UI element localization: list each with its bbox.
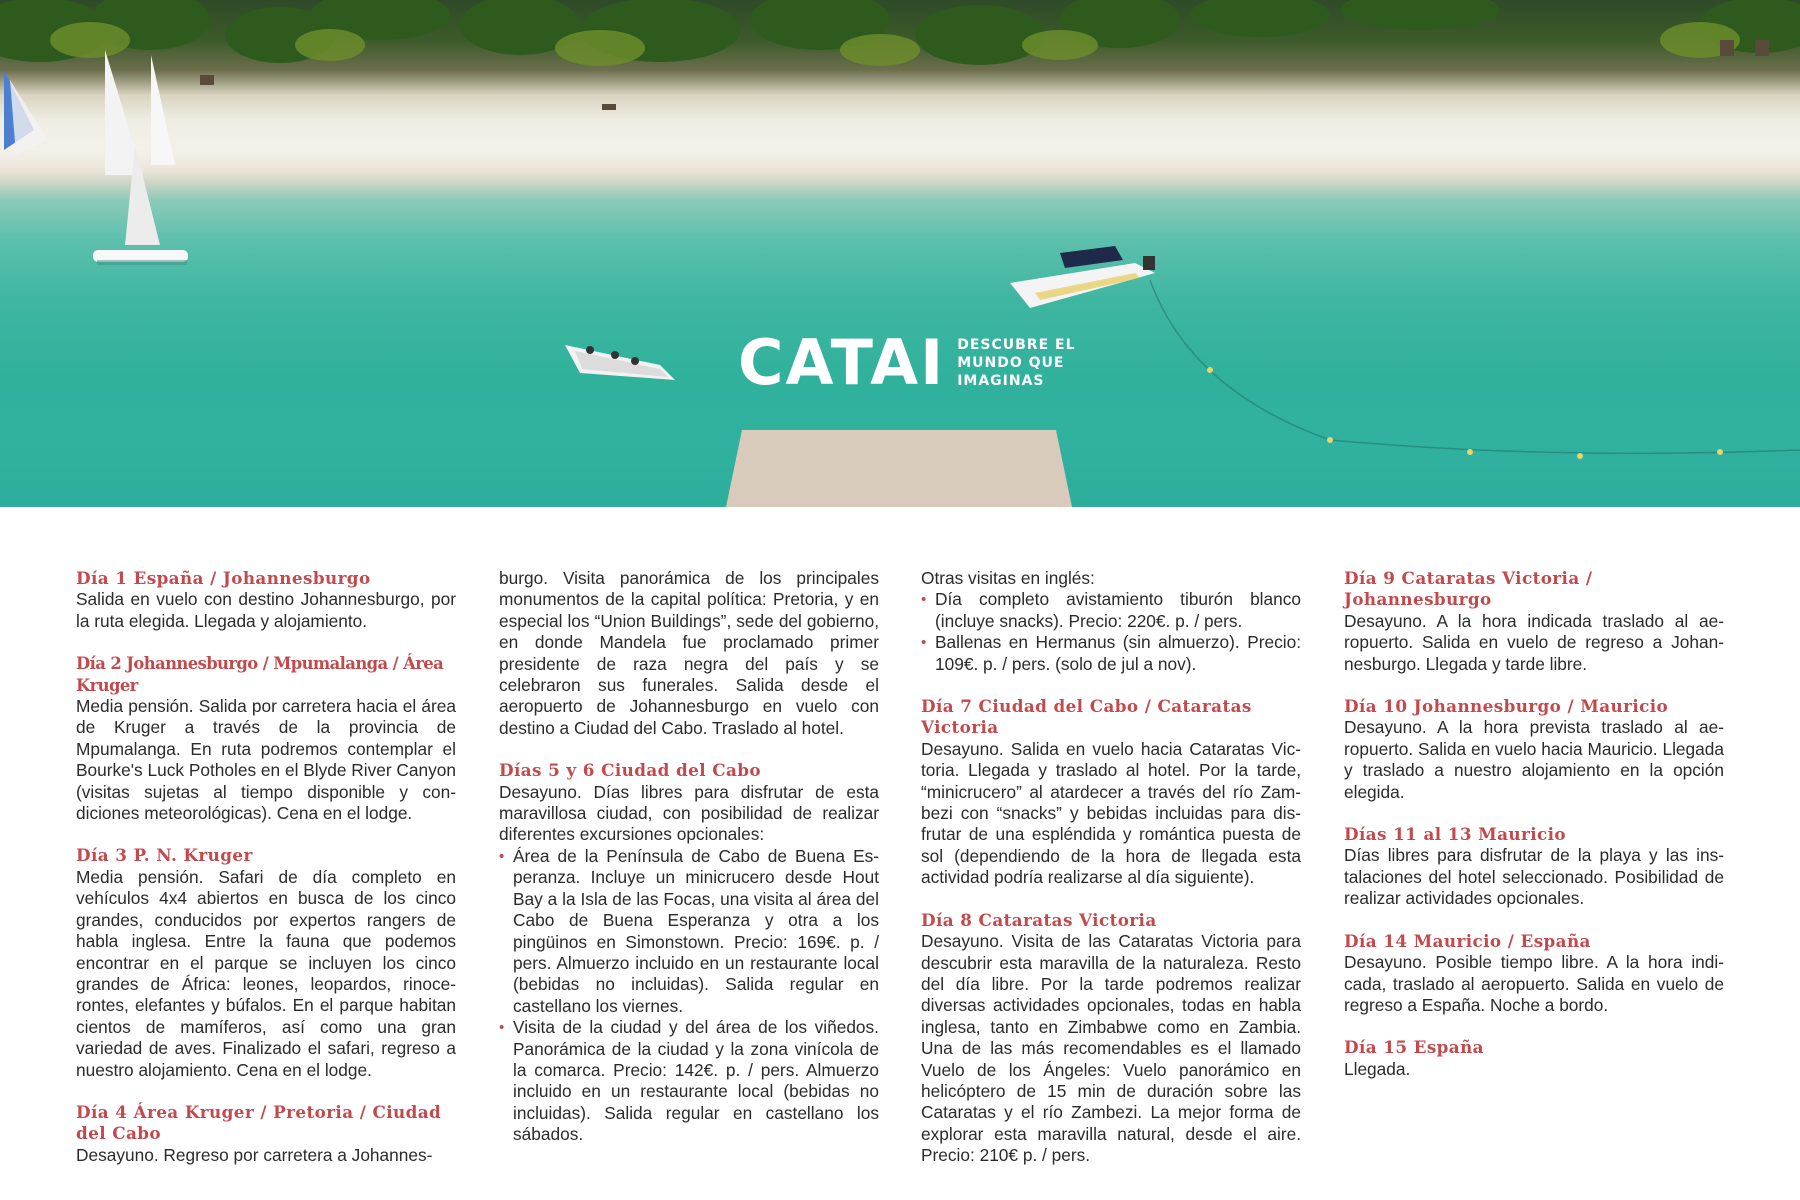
day-text: Desayuno. A la hora prevista traslado al aeropuerto. Salida en vuelo hacia Mauricio. Llegada y traslado a nuestro alojamiento en la opción elegida. (1344, 717, 1724, 802)
tagline-line-1: DESCUBRE EL (957, 337, 1076, 353)
day-title: Día 2 Johannesburgo / Mpumalanga / Área Kruger (76, 654, 444, 695)
day-1 (76, 568, 456, 632)
day-text: Media pensión. Salida por carretera hacia el área de Kruger a través de la provincia de Mpumalanga. En ruta podremos contemplar el Bourke's Luck Potholes en el Blyde River Canyon (visitas sujetas al tiempo disponible y condiciones meteorológicas). Cena en el lodge. (76, 696, 456, 824)
day-title: Día 9 Cataratas Victoria / Johannesburgo (1344, 568, 1593, 610)
day-title: Día 10 Johannesburgo / Mauricio (1344, 696, 1669, 717)
logo-tagline (957, 336, 1075, 390)
day-text: Media pensión. Safari de día completo en vehículos 4x4 abiertos en busca de los cinco grandes, conducidos por expertos rangers de habla inglesa. Entre la fauna que podemos encontrar en el parque se incluyen los cinco grandes de África: leones, leopardos, rinocerontes, elefantes y búfalos. En el parque habitan cientos de mamíferos, así como una gran variedad de aves. Finalizado el safari, regreso a nuestro alojamiento. Cena en el lodge. (76, 866, 456, 1080)
day-title: Días 5 y 6 Ciudad del Cabo (499, 760, 762, 781)
day-7 (921, 696, 1301, 889)
day-text: Desayuno. Posible tiempo libre. A la hora indicada, traslado al aeropuerto. Salida en vuelo de regreso a España. Noche a bordo. (1344, 952, 1724, 1015)
catai-logo (738, 326, 1076, 399)
day-2 (76, 653, 456, 824)
list-item: • Área de la Península de Cabo de Buena Esperanza. Incluye un minicrucero desde Hout Bay a la Isla de las Focas, una visita al área del Cabo de Buena Esperanza y otra a los pingüinos en Simonstown. Precio: 169€. p. / pers. Almuerzo incluido en un restaurante local (bebidas no incluidas). Salida regular en castellano los viernes. (499, 846, 879, 1017)
sailboat-illustration (85, 45, 195, 285)
day-11-13 (1344, 824, 1724, 910)
tagline-line-3: IMAGINAS (957, 373, 1045, 389)
tagline-line-2: MUNDO QUE (957, 355, 1065, 371)
itinerary-column-4 (1344, 568, 1724, 1101)
day-title: Día 1 España / Johannesburgo (76, 568, 371, 588)
small-boat-illustration (560, 325, 680, 395)
other-visits (921, 568, 1301, 675)
day-title: Día 7 Ciudad del Cabo / Cataratas Victoria (921, 696, 1252, 738)
itinerary-column-3 (921, 568, 1301, 1188)
itinerary-column-2 (499, 568, 879, 1167)
day-text: Desayuno. Días libres para disfrutar de esta maravillosa ciudad, con posibilidad de realizar diferentes excursiones opcionales: (499, 781, 879, 845)
day-text: Días libres para disfrutar de la playa y las instalaciones del hotel seleccionado. Posibilidad de realizar actividades opcionales. (1344, 845, 1724, 909)
list-item: • Ballenas en Hermanus (sin almuerzo). Precio: 109€. p. / pers. (solo de jul a nov). (921, 632, 1301, 675)
day-title: Día 15 España (1344, 1037, 1484, 1058)
day-3 (76, 845, 456, 1080)
day-5-6 (499, 760, 879, 1145)
decorative-tab (726, 430, 1072, 507)
day-title: Día 3 P. N. Kruger (76, 845, 253, 866)
day-15 (1344, 1037, 1724, 1080)
day-text: Llegada. (1344, 1058, 1411, 1079)
day-8 (921, 910, 1301, 1167)
day-text: Salida en vuelo con destino Johannesburgo, por la ruta elegida. Llegada y alojamiento. (76, 589, 456, 631)
excursion-list (499, 846, 879, 1146)
day-text: Desayuno. Visita de las Cataratas Victoria para descubrir esta maravilla de la naturaleza. Resto del día libre. Por la tarde podremos realizar diversas actividades opcionales, todas en habla inglesa, tanto en Zimbabwe como en Zambia. Una de las más recomendables es el llamado Vuelo de los Ángeles: Vuelo panorámico en helicóptero de 15 min de duración sobre las Cataratas y el río Zambezi. La mejor forma de explorar esta maravilla natural, desde el aire. Precio: 210€ p. / pers. (921, 931, 1301, 1166)
day-text: Desayuno. Regreso por carretera a Johannes- (76, 1144, 433, 1165)
logo-wordmark: CATAI (738, 326, 946, 399)
day-title: Día 4 Área Kruger / Pretoria / Ciudad del Cabo (76, 1101, 442, 1144)
day-text: Desayuno. A la hora indicada traslado al aeropuerto. Salida en vuelo de regreso a Johannesburgo. Llegada y tarde libre. (1344, 610, 1724, 674)
day-title: Días 11 al 13 Mauricio (1344, 824, 1567, 845)
itinerary-column-1 (76, 568, 456, 1187)
day-title: Día 8 Cataratas Victoria (921, 909, 1157, 930)
palm-trees-illustration (0, 0, 1800, 110)
day-4 (76, 1102, 456, 1166)
day-4-continued (499, 568, 879, 739)
list-item: • Visita de la ciudad y del área de los viñedos. Panorámica de la ciudad y la zona vinícola de la comarca. Precio: 142€. p. / pers. Almuerzo incluido en un restaurante local (bebidas no incluidas). Salida regular en castellano los sábados. (499, 1017, 879, 1145)
day-10 (1344, 696, 1724, 803)
day-text: burgo. Visita panorámica de los principales monumentos de la capital política: Pretoria, y en especial los “Union Buildings”, sede del gobierno, en donde Mandela fue proclamado primer presidente de raza negra del país y se celebraron sus funerales. Salida desde el aeropuerto de Johannesburgo en vuelo con destino a Ciudad del Cabo. Traslado al hotel. (499, 568, 879, 738)
day-9 (1344, 568, 1724, 675)
day-text: Desayuno. Salida en vuelo hacia Cataratas Victoria. Llegada y traslado al hotel. Por la tarde, “minicrucero” al atardecer a través del río Zambezi con “snacks” y bebidas incluidas para disfrutar de una espléndida y romántica puesta de sol (dependiendo de la hora de llegada esta actividad podría realizarse al día siguiente). (921, 738, 1301, 888)
other-visits-intro: Otras visitas en inglés: (921, 568, 1095, 588)
beach-umbrellas-illustration (0, 60, 60, 170)
other-visits-list (921, 589, 1301, 675)
list-item: • Día completo avistamiento tiburón blanco (incluye snacks). Precio: 220€. p. / pers. (921, 589, 1301, 632)
day-14 (1344, 931, 1724, 1017)
hero-photo (0, 0, 1800, 507)
buoy-line-illustration (1130, 270, 1800, 470)
day-title: Día 14 Mauricio / España (1344, 930, 1591, 951)
